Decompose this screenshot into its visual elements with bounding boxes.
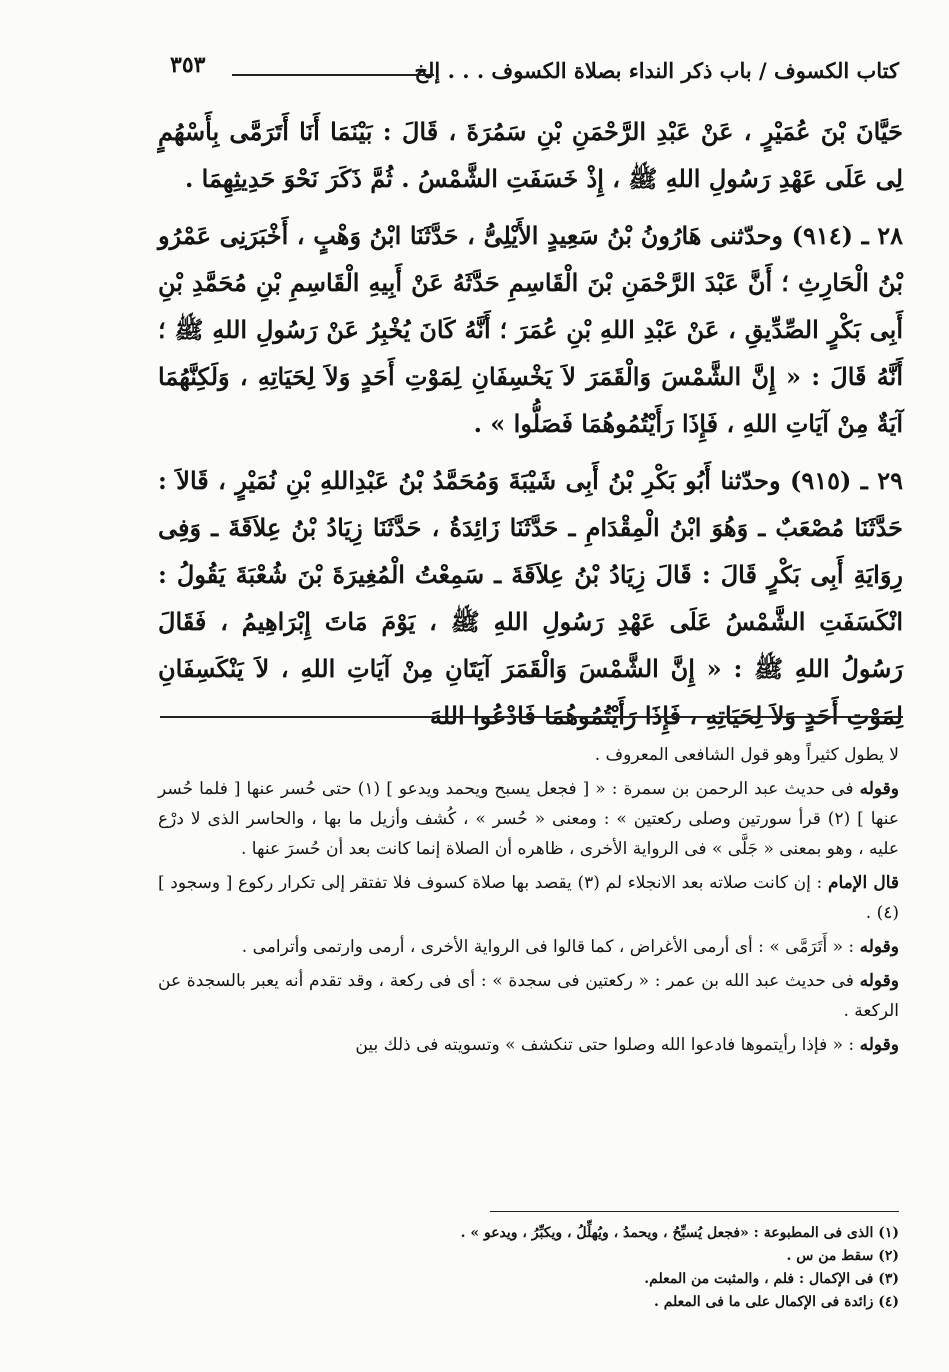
page-number: ٣٥٣	[170, 52, 206, 78]
commentary	[158, 740, 899, 1064]
footnote: (٤) زائدة فى الإكمال على ما فى المعلم .	[653, 1294, 899, 1310]
header-title: كتاب الكسوف / باب ذكر النداء بصلاة الكسوف . . . إلخ	[414, 58, 899, 83]
commentary-paragraph	[158, 740, 899, 770]
commentary-lead: وقوله	[859, 937, 899, 957]
commentary-paragraph	[158, 774, 899, 864]
header-rule	[232, 74, 434, 76]
commentary-text: : « أَتَرَمَّى » : أى أرمى الأغراض ، كما قالوا فى الرواية الأخرى ، أرمى وارتمى وأترامى .	[241, 937, 855, 957]
hadith-paragraph: حَيَّانَ بْنَ عُمَيْرٍ ، عَنْ عَبْدِ الرَّحْمَنِ بْنِ سَمُرَةَ ، قَالَ : بَيْنَمَا أَنَا أَتَرَمَّى بِأَسْهُمٍ لِى عَلَى عَهْدِ رَسُولِ اللهِ ﷺ ، إِذْ خَسَفَتِ الشَّمْسُ . ثُمَّ ذَكَرَ نَحْوَ حَدِيثِهِمَا .	[158, 117, 903, 193]
commentary-text: لا يطول كثيراً وهو قول الشافعى المعروف .	[594, 745, 899, 765]
commentary-paragraph	[158, 932, 899, 962]
running-header	[170, 52, 899, 92]
commentary-text: : إن كانت صلاته بعد الانجلاء لم (٣) يقصد بها صلاة كسوف فلا تفتقر إلى تكرار ركوع [ وسجود ] (٤) .	[158, 873, 899, 923]
hadith-paragraph: ٢٨ ـ (٩١٤) وحدّثنى هَارُونُ بْنُ سَعِيدٍ الأَيْلِىُّ ، حَدَّثَنَا ابْنُ وَهْبٍ ، أَخْبَرَنِى عَمْرُو بْنُ الْحَارِثِ ؛ أَنَّ عَبْدَ الرَّحْمَنِ بْنَ الْقَاسِمِ حَدَّثَهُ عَنْ أَبِيهِ الْقَاسِمِ بْنِ مُحَمَّدِ بْنِ أَبِى بَكْرٍ الصِّدِّيقِ ، عَنْ عَبْدِ اللهِ بْنِ عُمَرَ ؛ أَنَّهُ كَانَ يُخْبِرُ عَنْ رَسُولِ اللهِ ﷺ ؛ أَنَّهُ قَالَ : « إِنَّ الشَّمْسَ وَالْقَمَرَ لاَ يَخْسِفَانِ لِمَوْتِ أَحَدٍ وَلاَ لِحَيَاتِهِ ، وَلَكِنَّهُمَا آيَةٌ مِنْ آيَاتِ اللهِ ، فَإِذَا رَأَيْتُمُوهُمَا فَصَلُّوا » .	[158, 221, 903, 438]
hadith-text	[158, 108, 903, 749]
footnotes	[200, 1222, 899, 1314]
commentary-paragraph	[158, 868, 899, 928]
commentary-text: : « فإذا رأيتموها فادعوا الله وصلوا حتى تنكشف » وتسويته فى ذلك بين	[355, 1035, 855, 1055]
commentary-lead: قال الإمام	[827, 873, 900, 893]
commentary-paragraph	[158, 1030, 899, 1060]
footnote: (٢) سقط من س .	[786, 1248, 899, 1264]
footnote: (١) الذى فى المطبوعة : «فجعل يُسبِّحُ ، ويحمدُ ، ويُهلِّلُ ، ويكبِّرُ ، ويدعو » .	[460, 1225, 899, 1241]
footnote-rule	[490, 1211, 899, 1212]
commentary-text: فى حديث عبد الله بن عمر : « ركعتين فى سجدة » : أى فى ركعة ، وقد تقدم أنه يعبر بالسجدة عن الركعة .	[158, 971, 899, 1021]
commentary-lead: وقوله	[859, 1035, 899, 1055]
commentary-lead: وقوله	[859, 779, 899, 799]
footnote: (٣) فى الإكمال : فلم ، والمثبت من المعلم.	[644, 1271, 899, 1287]
commentary-paragraph	[158, 966, 899, 1026]
hadith-paragraph: ٢٩ ـ (٩١٥) وحدّثنا أَبُو بَكْرِ بْنُ أَبِى شَيْبَةَ وَمُحَمَّدُ بْنُ عَبْدِاللهِ بْنِ نُمَيْرٍ ، قَالاَ : حَدَّثَنَا مُصْعَبٌ ـ وَهُوَ ابْنُ الْمِقْدَامِ ـ حَدَّثَنَا زَائِدَةُ ، حَدَّثَنَا زِيَادُ بْنُ عِلاَقَةَ ـ وَفِى رِوَايَةِ أَبِى بَكْرٍ قَالَ : قَالَ زِيَادُ بْنُ عِلاَقَةَ ـ سَمِعْتُ الْمُغِيرَةَ بْنَ شُعْبَةَ يَقُولُ : انْكَسَفَتِ الشَّمْسُ عَلَى عَهْدِ رَسُولِ اللهِ ﷺ ، يَوْمَ مَاتَ إِبْرَاهِيمُ ، فَقَالَ رَسُولُ اللهِ ﷺ : « إِنَّ الشَّمْسَ وَالْقَمَرَ آيَتَانِ مِنْ آيَاتِ اللهِ ، لاَ يَنْكَسِفَانِ لِمَوْتِ أَحَدٍ وَلاَ لِحَيَاتِهِ ، فَإِذَا رَأَيْتُمُوهُمَا فَادْعُوا اللهَ	[158, 466, 904, 730]
commentary-text: فى حديث عبد الرحمن بن سمرة : « [ فجعل يسبح ويحمد ويدعو ] (١) حتى حُسر عنها [ فلما حُسر عنها ] (٢) قرأ سورتين وصلى ركعتين » : ومعنى « حُسر » ، كُشف وأزيل ما بها ، والحاسر الذى لا درْع عليه ، وهو بمعنى « جَلَّى » فى الرواية الأخرى ، ظاهره أن الصلاة إنما كانت بعد أن حُسرَ عنها .	[158, 779, 899, 859]
section-divider	[160, 716, 903, 718]
commentary-lead: وقوله	[859, 971, 899, 991]
